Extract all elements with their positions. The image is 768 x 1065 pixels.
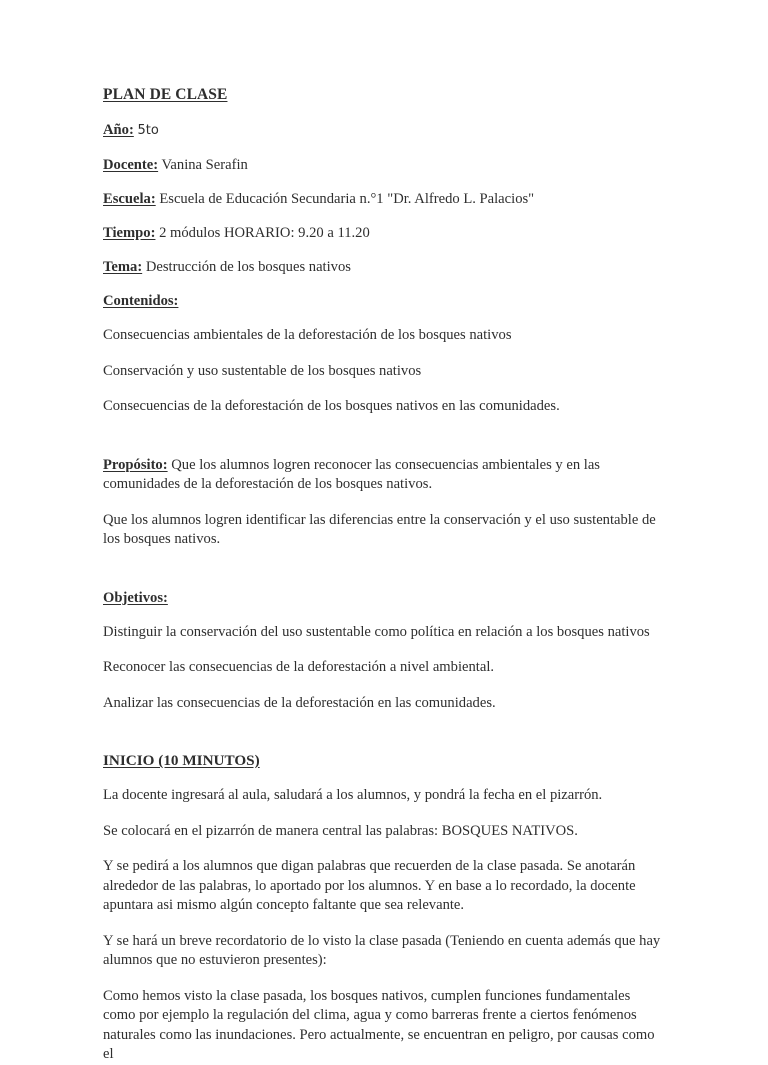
paragraph-spacer bbox=[103, 566, 661, 589]
field-escuela bbox=[103, 190, 661, 208]
proposito-text: Que los alumnos logren reconocer las consecuencias ambientales y en las comunidades de la deforestación de los bosques nativos. bbox=[103, 456, 600, 492]
proposito-label: Propósito: bbox=[103, 456, 168, 473]
contenidos-item: Consecuencias ambientales de la deforestación de los bosques nativos bbox=[103, 327, 512, 343]
field-tema-label: Tema: bbox=[103, 259, 143, 275]
field-tiempo-label: Tiempo: bbox=[103, 225, 156, 241]
section-heading-contenidos-text: Contenidos: bbox=[103, 293, 179, 309]
field-escuela-value: Escuela de Educación Secundaria n.°1 "Dr. Alfredo L. Palacios" bbox=[159, 191, 535, 207]
section-heading-inicio-text: INICIO (10 MINUTOS) bbox=[103, 752, 260, 769]
inicio-paragraph: La docente ingresará al aula, saludará a los alumnos, y pondrá la fecha en el pizarrón. bbox=[103, 787, 603, 803]
objetivos-item: Distinguir la conservación del uso sustentable como política en relación a los bosques nativos bbox=[103, 623, 650, 640]
field-tiempo bbox=[103, 224, 661, 242]
paragraph-spacer bbox=[103, 433, 661, 456]
proposito-paragraph bbox=[103, 456, 661, 495]
objetivos-item: Reconocer las consecuencias de la deforestación a nivel ambiental. bbox=[103, 659, 495, 675]
proposito-paragraph-2: Que los alumnos logren identificar las diferencias entre la conservación y el uso sustentable de los bosques nativos. bbox=[103, 511, 656, 547]
page-title bbox=[103, 86, 661, 103]
paragraph-spacer bbox=[103, 729, 661, 752]
document-body bbox=[103, 86, 661, 1065]
page-title-text: PLAN DE CLASE bbox=[103, 86, 228, 103]
section-heading-objetivos-text: Objetivos: bbox=[103, 589, 168, 606]
objetivos-item: Analizar las consecuencias de la deforestación en las comunidades. bbox=[103, 694, 496, 711]
section-heading-contenidos bbox=[103, 292, 661, 310]
field-escuela-label: Escuela: bbox=[103, 191, 156, 207]
field-tiempo-value: 2 módulos HORARIO: 9.20 a 11.20 bbox=[159, 225, 370, 241]
contenidos-item: Conservación y uso sustentable de los bosques nativos bbox=[103, 362, 422, 379]
field-tema-value: Destrucción de los bosques nativos bbox=[145, 259, 351, 275]
field-ano-label: Año: bbox=[103, 122, 134, 138]
field-tema bbox=[103, 258, 661, 276]
contenidos-item: Consecuencias de la deforestación de los bosques nativos en las comunidades. bbox=[103, 398, 560, 414]
inicio-paragraph: Como hemos visto la clase pasada, los bosques nativos, cumplen funciones fundamentales como por ejemplo la regulación del clima, agua y como barreras frente a ciertos fenómenos naturales como las inundaciones. Pero actualmente, se encuentran en peligro, por causas como el bbox=[103, 987, 655, 1062]
section-heading-inicio bbox=[103, 752, 661, 770]
inicio-paragraph: Se colocará en el pizarrón de manera central las palabras: BOSQUES NATIVOS. bbox=[103, 822, 578, 839]
field-docente-label: Docente: bbox=[103, 157, 159, 173]
field-docente bbox=[103, 156, 661, 174]
section-heading-objetivos bbox=[103, 589, 661, 607]
field-docente-value: Vanina Serafin bbox=[161, 157, 248, 173]
inicio-paragraph: Y se pedirá a los alumnos que digan palabras que recuerden de la clase pasada. Se anotarán alrededor de las palabras, lo aportado por los alumnos. Y en base a lo recordado, la docente apuntara asi mismo algún concepto faltante que sea relevante. bbox=[103, 858, 636, 913]
field-ano-value: 5to bbox=[137, 123, 159, 138]
field-ano bbox=[103, 121, 661, 140]
inicio-paragraph: Y se hará un breve recordatorio de lo visto la clase pasada (Teniendo en cuenta además que hay alumnos que no estuvieron presentes): bbox=[103, 932, 661, 968]
